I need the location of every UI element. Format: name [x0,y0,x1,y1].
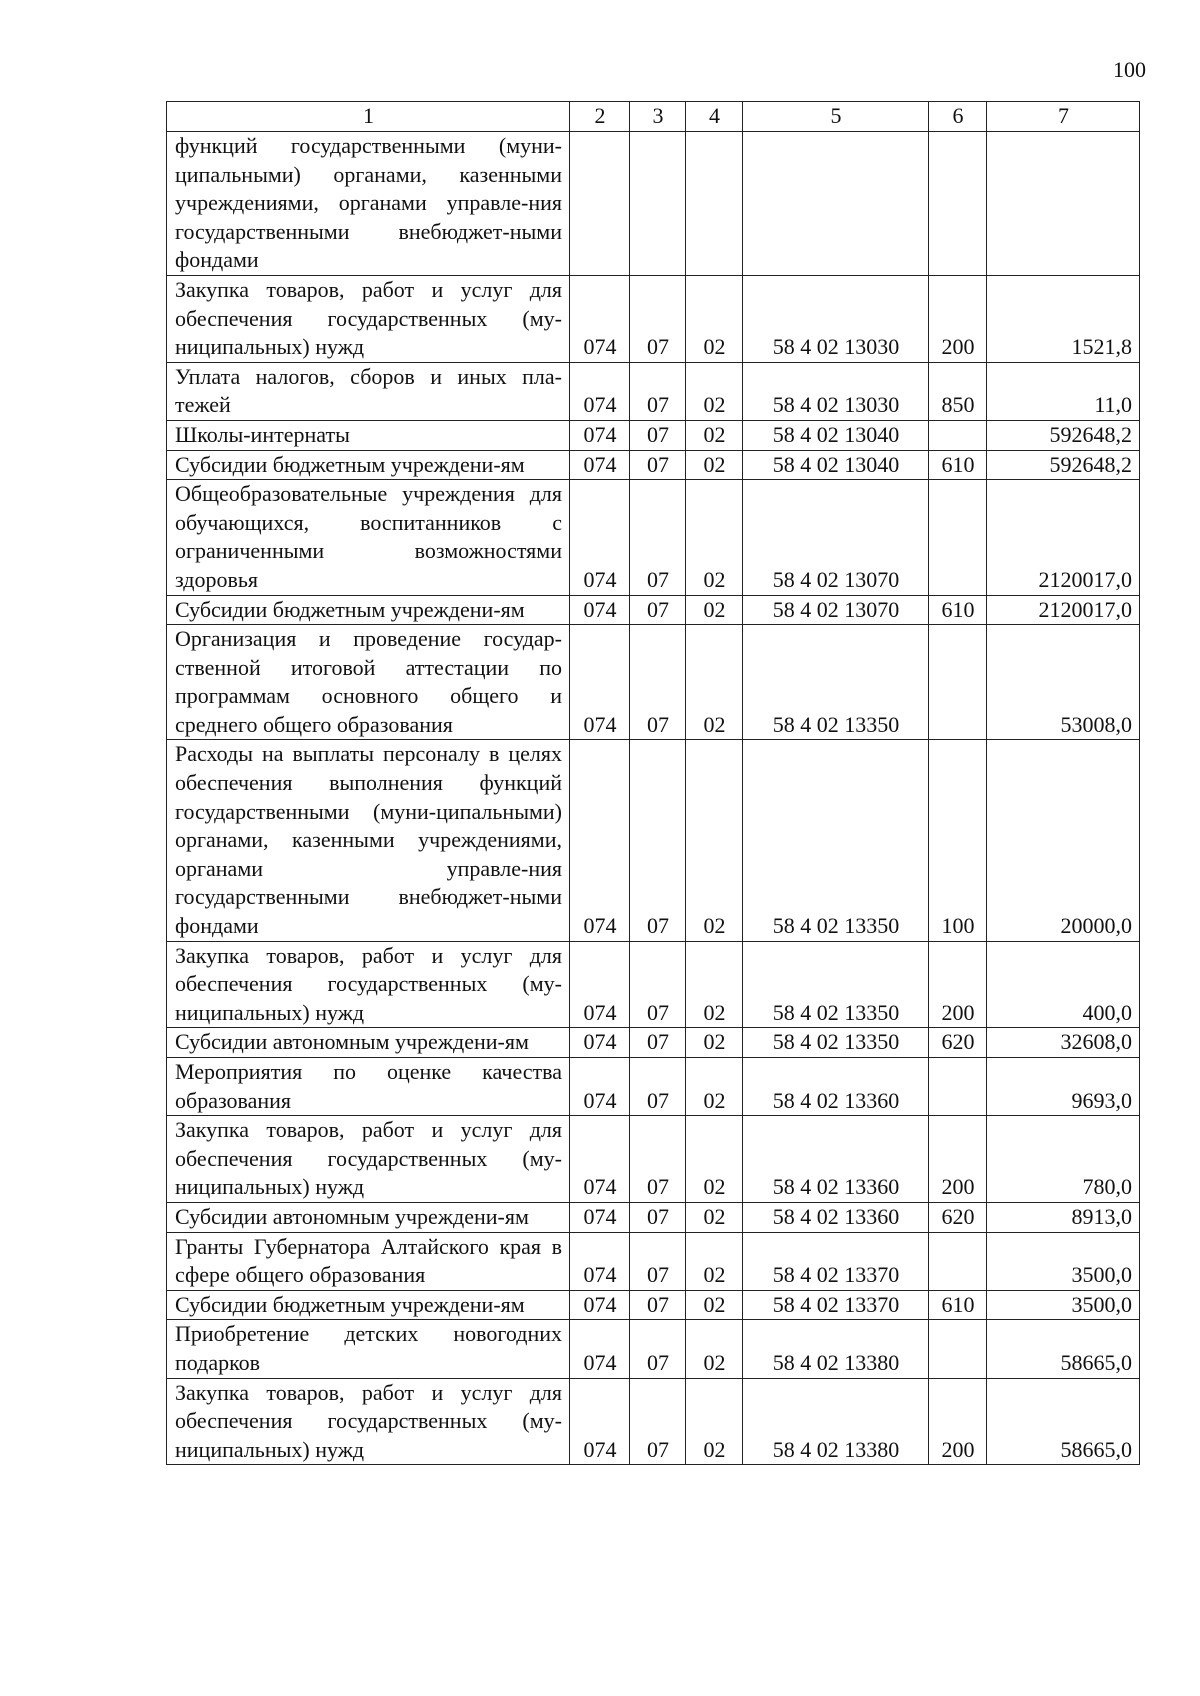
admin-code-cell: 074 [570,1028,630,1058]
expense-type-cell [929,1320,987,1378]
subsection-code-cell: 02 [686,362,743,420]
sum-cell: 2120017,0 [987,595,1140,625]
subsection-code-cell: 02 [686,595,743,625]
subsection-code-cell: 02 [686,625,743,740]
target-code-cell: 58 4 02 13070 [743,595,929,625]
table-row [167,275,1140,362]
expense-type-cell: 200 [929,275,987,362]
target-code-cell: 58 4 02 13350 [743,941,929,1028]
expense-type-cell: 200 [929,941,987,1028]
row-name-cell: Гранты Губернатора Алтайского края в сфере общего образования [167,1232,570,1290]
row-name-cell: Субсидии бюджетным учреждени-ям [167,595,570,625]
admin-code-cell: 074 [570,1202,630,1232]
row-name-cell: Мероприятия по оценке качества образования [167,1058,570,1116]
target-code-cell: 58 4 02 13350 [743,625,929,740]
expense-type-cell [929,1058,987,1116]
admin-code-cell: 074 [570,941,630,1028]
section-code-cell: 07 [630,480,686,595]
admin-code-cell: 074 [570,595,630,625]
expense-type-cell [929,420,987,450]
subsection-code-cell: 02 [686,1378,743,1465]
table-row [167,420,1140,450]
row-name-cell: Расходы на выплаты персоналу в целях обеспечения выполнения функций государственными (муни-ципальными) органами, казенными учреждениями, органами управле-ния государственными внебюджет-ными фондами [167,740,570,941]
row-name-cell: Организация и проведение государ-ственной итоговой аттестации по программам основного общего и среднего общего образования [167,625,570,740]
table-row [167,595,1140,625]
row-name-cell: Школы-интернаты [167,420,570,450]
table-row [167,1058,1140,1116]
target-code-cell: 58 4 02 13360 [743,1202,929,1232]
section-code-cell: 07 [630,1320,686,1378]
target-code-cell: 58 4 02 13350 [743,1028,929,1058]
column-header: 1 [167,102,570,132]
table-row [167,1320,1140,1378]
subsection-code-cell: 02 [686,450,743,480]
table-row [167,740,1140,941]
expense-type-cell: 610 [929,1290,987,1320]
target-code-cell: 58 4 02 13370 [743,1290,929,1320]
admin-code-cell: 074 [570,1320,630,1378]
table-row [167,1116,1140,1203]
admin-code-cell: 074 [570,362,630,420]
target-code-cell: 58 4 02 13360 [743,1058,929,1116]
row-name-cell: Общеобразовательные учреждения для обучающихся, воспитанников с ограниченными возможностями здоровья [167,480,570,595]
column-header: 5 [743,102,929,132]
subsection-code-cell: 02 [686,1058,743,1116]
section-code-cell: 07 [630,362,686,420]
sum-cell: 9693,0 [987,1058,1140,1116]
target-code-cell: 58 4 02 13350 [743,740,929,941]
target-code-cell [743,132,929,276]
subsection-code-cell: 02 [686,740,743,941]
sum-cell: 592648,2 [987,450,1140,480]
sum-cell: 3500,0 [987,1290,1140,1320]
expense-type-cell: 850 [929,362,987,420]
section-code-cell: 07 [630,420,686,450]
budget-table [166,101,1140,1465]
subsection-code-cell: 02 [686,1202,743,1232]
row-name-cell: Приобретение детских новогодних подарков [167,1320,570,1378]
row-name-cell: Субсидии автономным учреждени-ям [167,1202,570,1232]
sum-cell: 20000,0 [987,740,1140,941]
column-header: 4 [686,102,743,132]
section-code-cell: 07 [630,1028,686,1058]
sum-cell: 58665,0 [987,1378,1140,1465]
table-row [167,1290,1140,1320]
admin-code-cell: 074 [570,420,630,450]
expense-type-cell [929,625,987,740]
subsection-code-cell: 02 [686,1028,743,1058]
section-code-cell: 07 [630,740,686,941]
section-code-cell: 07 [630,275,686,362]
section-code-cell: 07 [630,450,686,480]
table-row [167,1232,1140,1290]
table-row [167,625,1140,740]
column-header: 7 [987,102,1140,132]
expense-type-cell: 200 [929,1378,987,1465]
row-name-cell: Субсидии бюджетным учреждени-ям [167,1290,570,1320]
column-header: 2 [570,102,630,132]
target-code-cell: 58 4 02 13360 [743,1116,929,1203]
sum-cell: 2120017,0 [987,480,1140,595]
column-number-row [167,102,1140,132]
table-row [167,1378,1140,1465]
expense-type-cell [929,1232,987,1290]
expense-type-cell: 610 [929,595,987,625]
table-row [167,941,1140,1028]
table-row [167,132,1140,276]
expense-type-cell: 620 [929,1202,987,1232]
page-number: 100 [1113,57,1146,82]
row-name-cell: Уплата налогов, сборов и иных пла-тежей [167,362,570,420]
admin-code-cell: 074 [570,275,630,362]
admin-code-cell: 074 [570,1232,630,1290]
table-row [167,1028,1140,1058]
target-code-cell: 58 4 02 13370 [743,1232,929,1290]
expense-type-cell: 100 [929,740,987,941]
admin-code-cell: 074 [570,1378,630,1465]
row-name-cell: Закупка товаров, работ и услуг для обеспечения государственных (му-ниципальных) нужд [167,941,570,1028]
admin-code-cell: 074 [570,480,630,595]
subsection-code-cell: 02 [686,1290,743,1320]
table-row [167,480,1140,595]
admin-code-cell: 074 [570,740,630,941]
row-name-cell: Закупка товаров, работ и услуг для обеспечения государственных (му-ниципальных) нужд [167,275,570,362]
section-code-cell: 07 [630,1058,686,1116]
subsection-code-cell: 02 [686,1116,743,1203]
row-name-cell: Закупка товаров, работ и услуг для обеспечения государственных (му-ниципальных) нужд [167,1116,570,1203]
subsection-code-cell [686,132,743,276]
subsection-code-cell: 02 [686,275,743,362]
sum-cell: 8913,0 [987,1202,1140,1232]
section-code-cell: 07 [630,1290,686,1320]
expense-type-cell: 200 [929,1116,987,1203]
sum-cell: 400,0 [987,941,1140,1028]
sum-cell [987,132,1140,276]
subsection-code-cell: 02 [686,1320,743,1378]
section-code-cell: 07 [630,941,686,1028]
table-row [167,450,1140,480]
section-code-cell: 07 [630,1202,686,1232]
sum-cell: 53008,0 [987,625,1140,740]
section-code-cell [630,132,686,276]
admin-code-cell: 074 [570,1116,630,1203]
admin-code-cell: 074 [570,1290,630,1320]
sum-cell: 58665,0 [987,1320,1140,1378]
subsection-code-cell: 02 [686,480,743,595]
sum-cell: 592648,2 [987,420,1140,450]
subsection-code-cell: 02 [686,1232,743,1290]
admin-code-cell: 074 [570,450,630,480]
admin-code-cell [570,132,630,276]
expense-type-cell: 620 [929,1028,987,1058]
expense-type-cell [929,480,987,595]
expense-type-cell: 610 [929,450,987,480]
row-name-cell: Субсидии бюджетным учреждени-ям [167,450,570,480]
target-code-cell: 58 4 02 13380 [743,1320,929,1378]
sum-cell: 3500,0 [987,1232,1140,1290]
target-code-cell: 58 4 02 13030 [743,275,929,362]
expense-type-cell [929,132,987,276]
admin-code-cell: 074 [570,625,630,740]
column-header: 6 [929,102,987,132]
row-name-cell: функций государственными (муни-ципальными) органами, казенными учреждениями, органами управле-ния государственными внебюджет-ными фондами [167,132,570,276]
section-code-cell: 07 [630,1116,686,1203]
target-code-cell: 58 4 02 13380 [743,1378,929,1465]
column-header: 3 [630,102,686,132]
section-code-cell: 07 [630,1378,686,1465]
table-row [167,1202,1140,1232]
admin-code-cell: 074 [570,1058,630,1116]
subsection-code-cell: 02 [686,941,743,1028]
sum-cell: 32608,0 [987,1028,1140,1058]
sum-cell: 1521,8 [987,275,1140,362]
subsection-code-cell: 02 [686,420,743,450]
row-name-cell: Субсидии автономным учреждени-ям [167,1028,570,1058]
section-code-cell: 07 [630,625,686,740]
table-row [167,362,1140,420]
target-code-cell: 58 4 02 13040 [743,450,929,480]
section-code-cell: 07 [630,595,686,625]
sum-cell: 11,0 [987,362,1140,420]
section-code-cell: 07 [630,1232,686,1290]
target-code-cell: 58 4 02 13030 [743,362,929,420]
sum-cell: 780,0 [987,1116,1140,1203]
target-code-cell: 58 4 02 13040 [743,420,929,450]
row-name-cell: Закупка товаров, работ и услуг для обеспечения государственных (му-ниципальных) нужд [167,1378,570,1465]
target-code-cell: 58 4 02 13070 [743,480,929,595]
